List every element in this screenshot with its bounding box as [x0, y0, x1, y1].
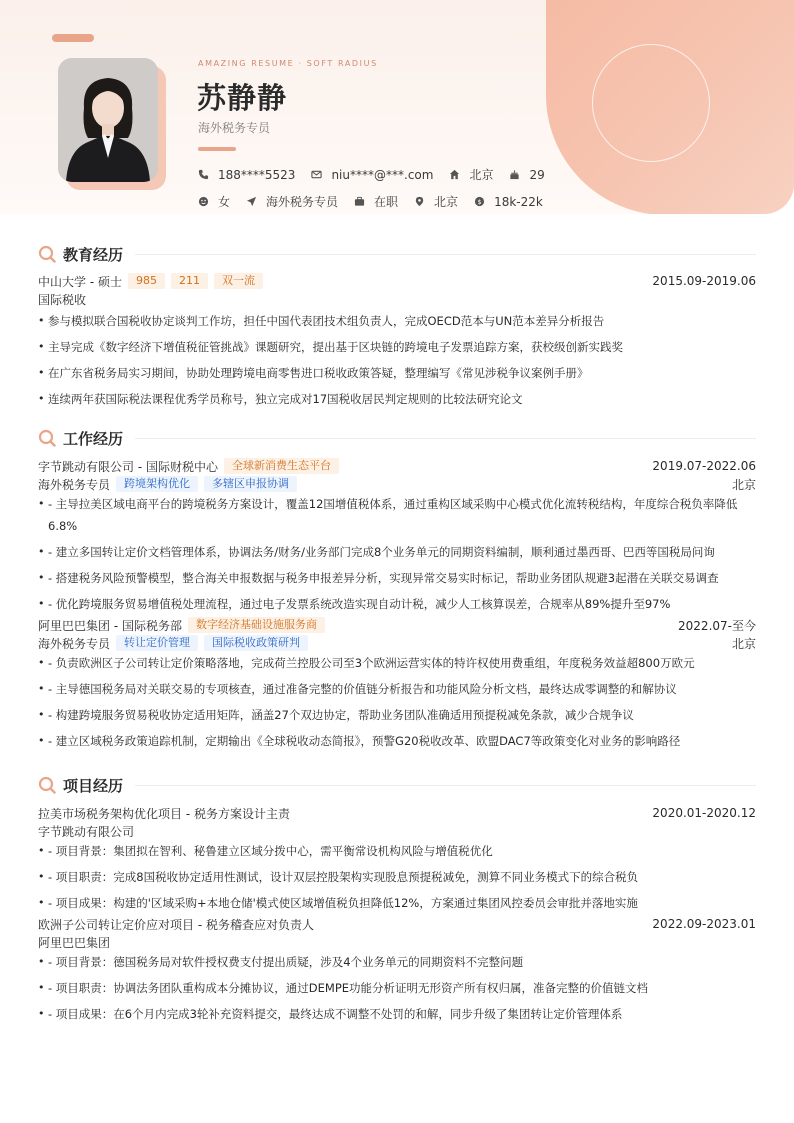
role: 海外税务专员 — [38, 477, 111, 492]
list-item: • - 项目成果：在6个月内完成3轮补充资料提交，最终达成不调整不处罚的和解，同步升级了集团转让定价管理体系 — [38, 1003, 756, 1025]
phone-icon — [198, 169, 209, 180]
send-icon — [246, 196, 257, 207]
project-bullets — [38, 951, 756, 1025]
company-department: 阿里巴巴集团 - 国际税务部 — [38, 618, 182, 633]
status-item — [354, 193, 398, 210]
search-icon — [38, 245, 56, 263]
title-accent-bar — [198, 147, 236, 151]
section-header — [38, 428, 756, 448]
projects-section — [38, 775, 756, 1029]
list-item: • - 项目职责：协调法务团队重构成本分摊协议，通过DEMPE功能分析证明无形资产所有权归属，准备完整的价值链文档 — [38, 977, 756, 999]
email-item — [311, 168, 433, 182]
major: 国际税收 — [38, 292, 87, 307]
school-degree: 中山大学 - 硕士 — [38, 274, 122, 289]
section-title: 教育经历 — [63, 245, 124, 264]
residence-text: 北京 — [469, 168, 494, 182]
education-bullets — [38, 310, 756, 410]
role-tag: 转让定价管理 — [116, 635, 198, 651]
list-item: • 参与模拟联合国税收协定谈判工作坊，担任中国代表团技术组负责人，完成OECD范本与UN范本差异分析报告 — [38, 310, 756, 332]
project-entry-header — [38, 804, 756, 822]
company-tag: 全球新消费生态平台 — [224, 458, 339, 474]
work-entry-header — [38, 616, 756, 634]
profile-photo — [58, 58, 158, 182]
work-city: 北京 — [731, 477, 756, 492]
education-section — [38, 244, 756, 414]
svg-text:$: $ — [477, 197, 482, 206]
list-item: • 主导完成《数字经济下增值税征管挑战》课题研究，提出基于区块链的跨境电子发票追踪方案，获校级创新实践奖 — [38, 336, 756, 358]
project-date: 2020.01-2020.12 — [652, 806, 756, 820]
work-bullets — [38, 493, 756, 615]
work-date: 2022.07-至今 — [678, 618, 756, 633]
project-title: 欧洲子公司转让定价应对项目 - 税务稽查应对负责人 — [38, 917, 314, 932]
resume-eyebrow: AMAZING RESUME · SOFT RADIUS — [198, 59, 378, 68]
location-pin-icon — [414, 196, 425, 207]
list-item: • - 项目背景：德国税务局对软件授权费支付提出质疑，涉及4个业务单元的同期资料不完整问题 — [38, 951, 756, 973]
work-bullets — [38, 652, 756, 752]
company-department: 字节跳动有限公司 - 国际财税中心 — [38, 459, 218, 474]
list-item: • - 项目职责：完成8国税收协定适用性测试，设计双层控股架构实现股息预提税减免，测算不同业务模式下的综合税负 — [38, 866, 756, 888]
decorative-ring — [592, 44, 710, 162]
section-title: 工作经历 — [63, 429, 124, 448]
age-item — [509, 168, 544, 182]
work-city: 北京 — [731, 636, 756, 651]
school-tag: 985 — [128, 273, 165, 289]
section-divider — [135, 438, 756, 439]
section-header — [38, 775, 756, 795]
list-item: • 在广东省税务局实习期间，协助处理跨境电商零售进口税收政策答疑，整理编写《常见涉税争议案例手册》 — [38, 362, 756, 384]
project-title: 拉美市场税务架构优化项目 - 税务方案设计主责 — [38, 806, 290, 821]
project-company: 阿里巴巴集团 — [38, 935, 111, 950]
project-date: 2022.09-2023.01 — [652, 917, 756, 931]
target-role-item — [246, 193, 338, 210]
role-tag: 国际税收政策研判 — [204, 635, 308, 651]
decorative-bar — [52, 34, 94, 42]
section-divider — [135, 785, 756, 786]
list-item: • - 构建跨境服务贸易税收协定适用矩阵，涵盖27个双边协定，帮助业务团队准确适用预提税减免条款，减少合规争议 — [38, 704, 756, 726]
search-icon — [38, 429, 56, 447]
residence-item — [449, 166, 493, 183]
role-tag: 跨境架构优化 — [116, 476, 198, 492]
list-item: • - 负责欧洲区子公司转让定价策略落地，完成荷兰控股公司至3个欧洲运营实体的特许权使用费重组，年度税务效益超800万欧元 — [38, 652, 756, 674]
home-icon — [449, 169, 460, 180]
briefcase-icon — [354, 196, 365, 207]
role: 海外税务专员 — [38, 636, 111, 651]
salary-item — [474, 195, 543, 209]
project-company-row — [38, 822, 756, 840]
role-tag: 多辖区申报协调 — [204, 476, 297, 492]
role-row — [38, 634, 756, 652]
project-bullets — [38, 840, 756, 914]
work-entry-header — [38, 457, 756, 475]
profile-row — [198, 193, 559, 210]
gender-icon — [198, 196, 209, 207]
project-company-row — [38, 933, 756, 951]
work-date: 2019.07-2022.06 — [652, 459, 756, 473]
gender-text: 女 — [218, 195, 231, 209]
list-item: • - 优化跨境服务贸易增值税处理流程，通过电子发票系统改造实现自动计税，减少人工核算误差，合规率从89%提升至97% — [38, 593, 756, 615]
contact-row — [198, 166, 561, 183]
age-text: 29 — [529, 167, 545, 182]
section-divider — [135, 254, 756, 255]
target-city-text: 北京 — [434, 195, 459, 209]
school-tag: 双一流 — [214, 273, 263, 289]
section-title: 项目经历 — [63, 776, 124, 795]
work-section — [38, 428, 756, 756]
project-company: 字节跳动有限公司 — [38, 824, 135, 839]
list-item: • - 项目成果：构建的'区域采购+本地仓储'模式使区域增值税负担降低12%，方案通过集团风控委员会审批并落地实施 — [38, 892, 756, 914]
education-date: 2015.09-2019.06 — [652, 274, 756, 288]
mail-icon — [311, 169, 322, 180]
education-entry-header — [38, 272, 756, 290]
project-entry-header — [38, 915, 756, 933]
salary-icon — [474, 196, 485, 207]
target-city-item — [414, 193, 458, 210]
list-item: • - 项目背景：集团拟在智利、秘鲁建立区域分拨中心，需平衡常设机构风险与增值税优化 — [38, 840, 756, 862]
phone-item — [198, 168, 295, 182]
phone-text: 188****5523 — [218, 167, 296, 182]
list-item: • - 建立区域税务政策追踪机制，定期输出《全球税收动态简报》，预警G20税收改革、欧盟DAC7等政策变化对业务的影响路径 — [38, 730, 756, 752]
email-text: niu****@***.com — [331, 167, 434, 182]
candidate-name: 苏静静 — [197, 81, 288, 115]
gender-item — [198, 193, 230, 210]
list-item: • - 建立多国转让定价文档管理体系，协调法务/财务/业务部门完成8个业务单元的同期资料编制，顺利通过墨西哥、巴西等国税局问询 — [38, 541, 756, 563]
list-item: • - 搭建税务风险预警模型，整合海关申报数据与税务申报差异分析，实现异常交易实时标记，帮助业务团队规避3起潜在关联交易调查 — [38, 567, 756, 589]
list-item: • - 主导拉美区域电商平台的跨境税务方案设计，覆盖12国增值税体系，通过重构区域采购中心模式优化流转税结构，年度综合税负率降低6.8% — [38, 493, 756, 537]
list-item: • 连续两年获国际税法课程优秀学员称号，独立完成对17国税收居民判定规则的比较法研究论文 — [38, 388, 756, 410]
salary-text: 18k-22k — [494, 194, 543, 209]
role-row — [38, 475, 756, 493]
status-text: 在职 — [374, 195, 399, 209]
candidate-title: 海外税务专员 — [198, 121, 271, 135]
section-header — [38, 244, 756, 264]
search-icon — [38, 776, 56, 794]
list-item: • - 主导德国税务局对关联交易的专项核查，通过准备完整的价值链分析报告和功能风险分析文档，最终达成零调整的和解协议 — [38, 678, 756, 700]
target-role-text: 海外税务专员 — [266, 195, 339, 209]
major-row — [38, 290, 756, 308]
school-tag: 211 — [171, 273, 208, 289]
company-tag: 数字经济基础设施服务商 — [188, 617, 325, 633]
cake-icon — [509, 169, 520, 180]
